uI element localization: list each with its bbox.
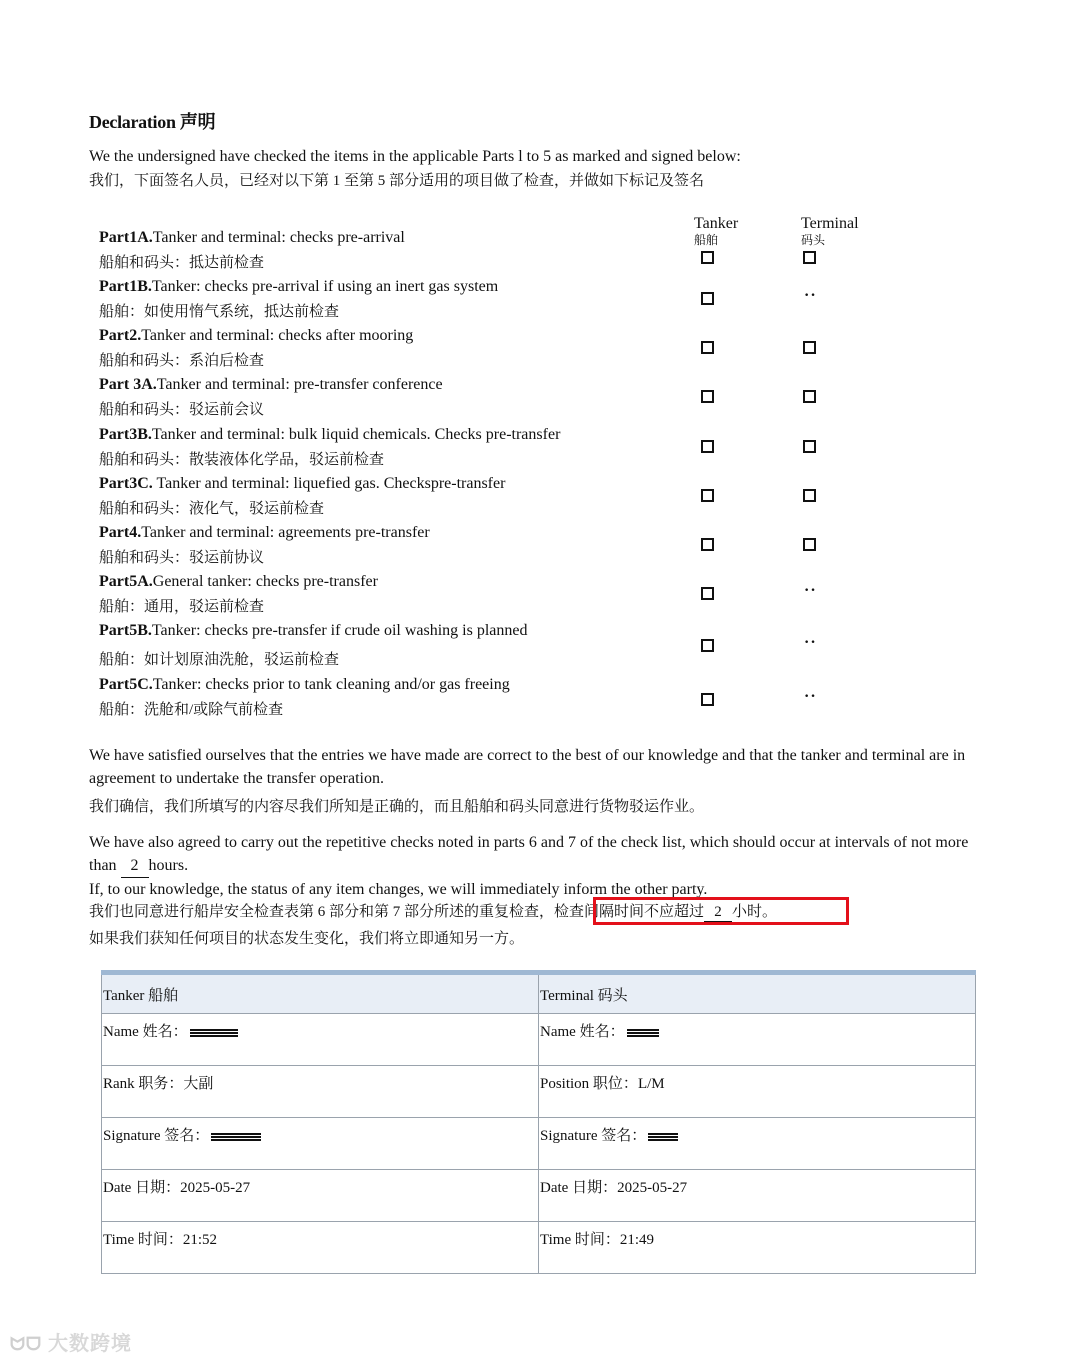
terminal-field-cell [539, 1014, 976, 1066]
tanker-checkbox[interactable] [701, 251, 714, 264]
field-label: Time 时间： [103, 1232, 183, 1248]
signature-row [102, 1066, 976, 1118]
signature-table [101, 970, 976, 1274]
part-code: Part5B. [99, 622, 152, 639]
signature-row [102, 1222, 976, 1274]
part-code: Part4. [99, 524, 142, 541]
part-title [99, 426, 560, 444]
redacted-scribble-icon [627, 1028, 659, 1038]
field-value: 大副 [183, 1076, 214, 1092]
checklist-row [99, 573, 999, 617]
tanker-checkbox[interactable] [701, 639, 714, 652]
field-value: 21:49 [619, 1232, 655, 1248]
part-title [99, 622, 528, 640]
terminal-header-cell: Terminal 码头 [539, 973, 976, 1014]
terminal-checkbox[interactable] [803, 440, 816, 453]
field-value: 2025-05-27 [617, 1180, 688, 1196]
part-description: General tanker: checks pre-transfer [152, 573, 378, 590]
field-label: Time 时间： [540, 1232, 620, 1248]
redacted-scribble-icon [190, 1028, 238, 1038]
checklist-row [99, 524, 999, 568]
part-description-zh: 船舶：洗舱和/或除气前检查 [99, 702, 284, 718]
repetitive-text-zh: 我们也同意进行船岸安全检查表第 6 部分和第 7 部分所述的重复检查， [89, 904, 555, 920]
interval-hours-value: 2 [121, 854, 149, 878]
field-label: Name 姓名： [540, 1024, 625, 1040]
satisfied-statement-zh: 我们确信，我们所填写的内容尽我们所知是正确的，而且船舶和码头同意进行货物驳运作业。 [89, 799, 705, 815]
tanker-checkbox[interactable] [701, 693, 714, 706]
watermark [10, 1327, 132, 1356]
part-code: Part5A. [99, 573, 153, 590]
terminal-checkbox[interactable] [803, 251, 816, 264]
terminal-field-cell [539, 1222, 976, 1274]
part-description: Tanker and terminal: pre-transfer conference [156, 376, 443, 393]
tanker-checkbox[interactable] [701, 292, 714, 305]
part-description-zh: 船舶和码头：驳运前协议 [99, 550, 265, 566]
redacted-scribble-icon [211, 1132, 261, 1142]
part-description: Tanker: checks prior to tank cleaning and/or gas freeing [152, 676, 510, 693]
checklist-row [99, 278, 999, 322]
tanker-checkbox[interactable] [701, 587, 714, 600]
watermark-text: 大数跨境 [48, 1331, 132, 1355]
checklist-row [99, 376, 999, 420]
satisfied-statement: We have satisfied ourselves that the entries we have made are correct to the best of our knowledge and that the tanker and terminal are in agreement to undertake the transfer operation. [89, 747, 966, 787]
part-title [99, 229, 405, 247]
terminal-checkbox[interactable] [803, 538, 816, 551]
tanker-field-cell [102, 1170, 539, 1222]
part-title [99, 278, 498, 296]
part-description-zh: 船舶和码头：液化气，驳运前检查 [99, 501, 325, 517]
field-label: Date 日期： [103, 1180, 181, 1196]
terminal-field-cell [539, 1170, 976, 1222]
part-description: Tanker and terminal: agreements pre-transfer [141, 524, 430, 541]
part-title [99, 327, 413, 345]
tanker-field-cell [102, 1222, 539, 1274]
hours-label-zh: 小时。 [732, 904, 778, 920]
part-description: Tanker and terminal: checks pre-arrival [152, 229, 405, 246]
field-label: Signature 签名： [103, 1128, 210, 1144]
terminal-not-applicable-mark: ·· [804, 287, 817, 304]
field-value: L/M [637, 1076, 665, 1092]
repetitive-checks-statement [89, 831, 969, 878]
part-code: Part2. [99, 327, 142, 344]
interval-highlight-box [593, 897, 849, 925]
field-label: Date 日期： [540, 1180, 618, 1196]
watermark-logo-icon: ᗢᗜ [10, 1334, 42, 1355]
hours-label: hours. [148, 857, 189, 874]
tanker-checkbox[interactable] [701, 390, 714, 403]
part-code: Part1A. [99, 229, 153, 246]
part-title [99, 475, 505, 493]
tanker-header-cell: Tanker 船舶 [102, 973, 539, 1014]
intro-chinese: 我们，下面签名人员，已经对以下第 1 至第 5 部分适用的项目做了检查，并做如下标记及签名 [89, 173, 705, 189]
terminal-column-label-zh: 码头 [801, 233, 826, 247]
part-code: Part3C. [99, 475, 153, 492]
part-description: Tanker: checks pre-arrival if using an inert gas system [151, 278, 499, 295]
part-description: Tanker and terminal: bulk liquid chemicals. Checks pre-transfer [151, 426, 561, 443]
part-description-zh: 船舶和码头：驳运前会议 [99, 402, 265, 418]
terminal-not-applicable-mark: ·· [804, 582, 817, 599]
signature-table-header [102, 973, 976, 1014]
part-code: Part 3A. [99, 376, 157, 393]
part-title [99, 676, 510, 694]
checklist-row [99, 229, 999, 273]
terminal-checkbox[interactable] [803, 489, 816, 502]
tanker-column-label: Tanker [694, 215, 739, 232]
terminal-checkbox[interactable] [803, 341, 816, 354]
part-description: Tanker: checks pre-transfer if crude oil washing is planned [151, 622, 528, 639]
checklist-row [99, 475, 999, 519]
field-label: Signature 签名： [540, 1128, 647, 1144]
field-value: 21:52 [182, 1232, 218, 1248]
part-title [99, 573, 378, 591]
interval-hours-value-zh: 2 [704, 904, 732, 922]
checklist-row [99, 622, 999, 666]
tanker-checkbox[interactable] [701, 341, 714, 354]
tanker-checkbox[interactable] [701, 489, 714, 502]
signature-row [102, 1014, 976, 1066]
tanker-field-cell [102, 1014, 539, 1066]
terminal-not-applicable-mark: ·· [804, 634, 817, 651]
interval-clause-zh: 检查间隔时间不应超过 [554, 904, 705, 920]
terminal-checkbox[interactable] [803, 390, 816, 403]
checklist-row [99, 676, 999, 720]
part-title [99, 524, 430, 542]
part-code: Part5C. [99, 676, 153, 693]
checklist-row [99, 327, 999, 371]
tanker-column-label-zh: 船舶 [694, 233, 719, 247]
inform-statement-zh: 如果我们获知任何项目的状态发生变化，我们将立即通知另一方。 [89, 931, 525, 947]
part-description: Tanker and terminal: checks after mooring [141, 327, 414, 344]
field-label: Position 职位： [540, 1076, 638, 1092]
field-label: Rank 职务： [103, 1076, 184, 1092]
checklist-row [99, 426, 999, 470]
intro-english: We the undersigned have checked the items in the applicable Parts l to 5 as marked and signed below: [89, 148, 741, 165]
part-description-zh: 船舶：通用，驳运前检查 [99, 599, 265, 615]
terminal-not-applicable-mark: ·· [804, 688, 817, 705]
signature-table-body [102, 1014, 976, 1274]
tanker-field-cell [102, 1118, 539, 1170]
terminal-column-label: Terminal [801, 215, 859, 232]
field-label: Name 姓名： [103, 1024, 188, 1040]
tanker-checkbox[interactable] [701, 538, 714, 551]
part-title [99, 376, 443, 394]
part-description: Tanker and terminal: liquefied gas. Checkspre-transfer [152, 475, 506, 492]
part-description-zh: 船舶：如使用惰气系统，抵达前检查 [99, 304, 340, 320]
redacted-scribble-icon [648, 1132, 678, 1142]
part-description-zh: 船舶和码头：散装液体化学品，驳运前检查 [99, 452, 385, 468]
signature-row [102, 1118, 976, 1170]
repetitive-text: We have also agreed to carry out the repetitive checks noted in parts 6 and 7 of the check list, which should occur at intervals of not more than [89, 834, 969, 874]
part-code: Part1B. [99, 278, 152, 295]
tanker-checkbox[interactable] [701, 440, 714, 453]
field-value: 2025-05-27 [180, 1180, 251, 1196]
part-description-zh: 船舶：如计划原油洗舱，驳运前检查 [99, 652, 340, 668]
declaration-title: Declaration 声明 [89, 112, 216, 132]
tanker-field-cell [102, 1066, 539, 1118]
signature-row [102, 1170, 976, 1222]
part-description-zh: 船舶和码头：系泊后检查 [99, 353, 265, 369]
part-description-zh: 船舶和码头：抵达前检查 [99, 255, 265, 271]
terminal-field-cell [539, 1118, 976, 1170]
inform-statement: If, to our knowledge, the status of any item changes, we will immediately inform the other party. [89, 881, 708, 898]
terminal-field-cell [539, 1066, 976, 1118]
part-code: Part3B. [99, 426, 152, 443]
